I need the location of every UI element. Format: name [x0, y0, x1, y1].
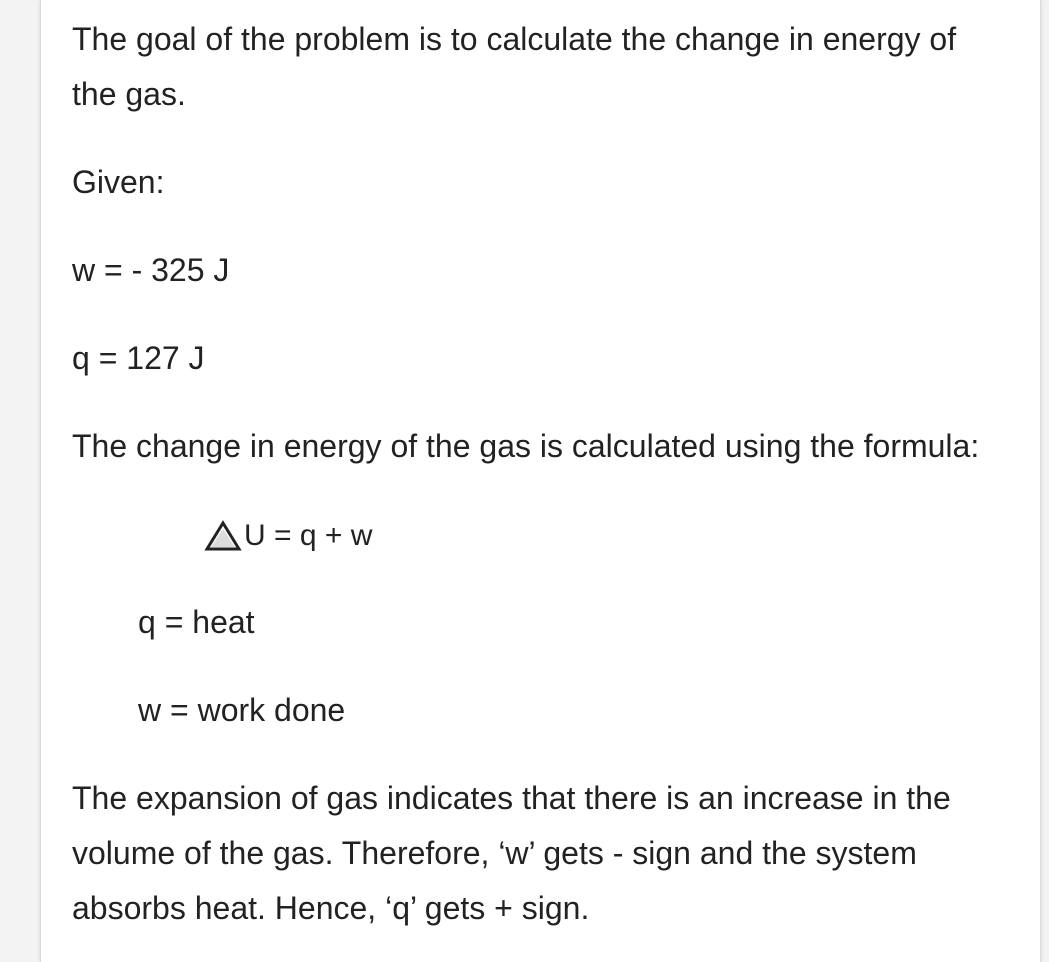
delta-triangle-icon [204, 520, 242, 552]
given-label: Given: [72, 164, 165, 200]
definition-work: w = work done [138, 692, 346, 728]
goal-paragraph [72, 12, 956, 122]
definition-heat: q = heat [138, 604, 255, 640]
energy-formula [204, 508, 372, 563]
expansion-line: volume of the gas. Therefore, ‘w’ gets - sign and the system [72, 835, 917, 871]
formula-text: U = q + w [244, 519, 373, 552]
formula-intro: The change in energy of the gas is calculated using the formula: [72, 428, 980, 464]
expansion-line: absorbs heat. Hence, ‘q’ gets + sign. [72, 890, 590, 926]
answer-card [40, 0, 1041, 962]
given-heat-value: q = 127 J [72, 340, 205, 376]
expansion-line: The expansion of gas indicates that there is an increase in the [72, 780, 951, 816]
goal-line: the gas. [72, 76, 186, 112]
goal-line: The goal of the problem is to calculate the change in energy of [72, 21, 957, 57]
expansion-paragraph [72, 771, 951, 936]
given-work-value: w = - 325 J [72, 252, 230, 288]
